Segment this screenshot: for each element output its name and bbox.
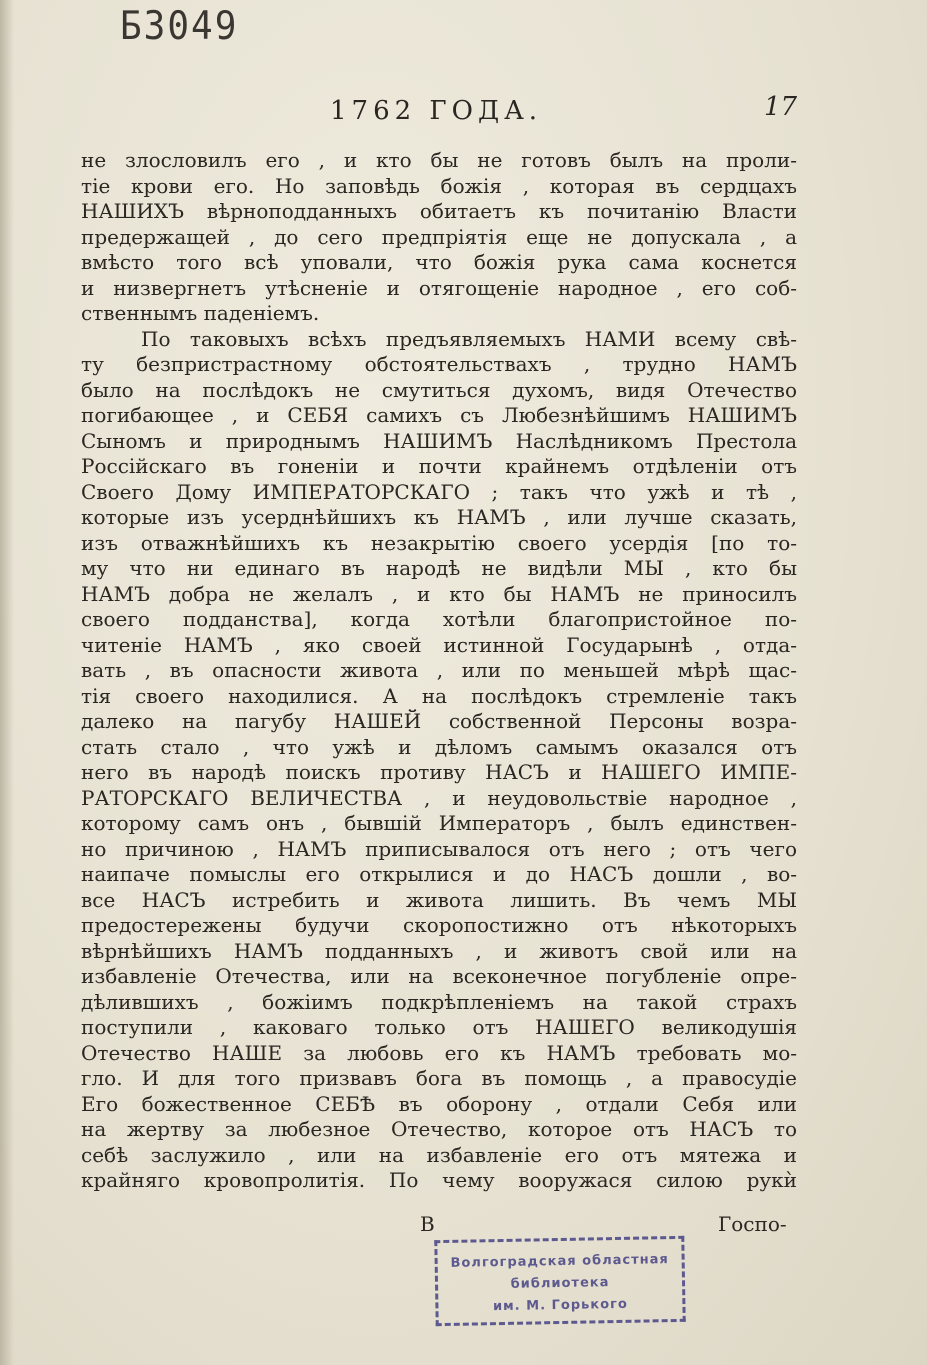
- running-head: 1762 ГОДА.: [330, 96, 543, 126]
- text-line: погибающее , и СЕБЯ самихъ съ Любезнѣйшимъ НАШИМЪ: [81, 403, 797, 427]
- text-line: наипаче помыслы его открылися и до НАСЪ дошли , во-: [81, 862, 797, 886]
- stamp-line: библиотека: [510, 1275, 610, 1292]
- text-line: предостережены будучи скоропостижно отъ нѣкоторыхъ: [81, 913, 797, 937]
- text-line: му что ни единаго въ народѣ не видѣли МЫ , кто бы: [81, 556, 797, 580]
- text-line: Россійскаго въ гоненіи и почти крайнемъ отдѣленіи отъ: [81, 454, 797, 478]
- text-line: было на послѣдокъ не смутиться духомъ, видя Отечество: [81, 377, 797, 402]
- library-stamp: [434, 1236, 685, 1326]
- text-line: РАТОРСКАГО ВЕЛИЧЕСТВА , и неудовольствіе народное ,: [81, 785, 797, 810]
- text-line: изъ отважнѣйшихъ къ незакрытію своего усердія [по то-: [81, 530, 797, 555]
- text-line: все НАСЪ истребить и живота лишить. Въ чемъ МЫ: [81, 887, 797, 912]
- text-line: тіе крови его. Но заповѣдь божія , которая въ сердцахъ: [81, 173, 797, 198]
- text-line: которому самъ онъ , бывшій Императоръ , былъ единствен-: [81, 811, 797, 835]
- text-line: ственнымъ паденіемъ.: [81, 301, 320, 325]
- text-line: и низвергнетъ утѣсненіе и отягощеніе народное , его соб-: [81, 275, 797, 300]
- text-line: предержащей , до сего предпріятія еще не допускала , а: [81, 224, 797, 249]
- text-line: себѣ заслужило , или на избавленіе его отъ мятежа и: [81, 1142, 797, 1167]
- text-line: поступили , каковаго только отъ НАШЕГО великодушія: [81, 1015, 797, 1039]
- text-line: тія своего находилися. А на послѣдокъ стремленіе такъ: [81, 683, 797, 708]
- signature-mark: В: [420, 1212, 435, 1236]
- stamp-line: Волгоградская областная: [450, 1252, 669, 1271]
- text-line: не злословилъ его , и кто бы не готовъ былъ на проли-: [81, 148, 797, 172]
- body-text: [81, 148, 797, 1194]
- stamp-line: им. М. Горького: [492, 1296, 628, 1315]
- text-line: избавленіе Отечества, или на всеконечное погубленіе опре-: [81, 964, 797, 988]
- text-line: Своего Дому ИМПЕРАТОРСКАГО ; такъ что ужѣ и тѣ ,: [81, 479, 797, 504]
- text-line: Сыномъ и природнымъ НАШИМЪ Наслѣдникомъ Престола: [81, 428, 797, 453]
- text-line: своего подданства], когда хотѣли благопристойное по-: [81, 607, 797, 631]
- text-line: на жертву за любезное Отечество, которое отъ НАСЪ то: [81, 1117, 797, 1141]
- text-line: НАШИХЪ вѣрноподданныхъ обитаетъ къ почитанію Власти: [81, 199, 797, 223]
- text-line: которые изъ усерднѣйшихъ къ НАМЪ , или лучше сказать,: [81, 505, 797, 529]
- catchword: Госпо-: [718, 1212, 787, 1236]
- text-line: стать стало , что ужѣ и дѣломъ самымъ оказался отъ: [81, 734, 797, 759]
- text-line: но причиною , НАМЪ приписывалося отъ него ; отъ чего: [81, 836, 797, 861]
- text-line: Отечество НАШЕ за любовь его къ НАМЪ требовать мо-: [81, 1040, 797, 1065]
- text-line: дѣлившихъ , божіимъ подкрѣпленіемъ на такой страхъ: [81, 989, 797, 1014]
- text-line: читеніе НАМЪ , яко своей истинной Государынѣ , отда-: [81, 632, 797, 657]
- text-line: По таковыхъ всѣхъ предъявляемыхъ НАМИ всему свѣ-: [141, 326, 797, 351]
- page-number: 17: [764, 92, 798, 122]
- text-line: НАМЪ добра не желалъ , и кто бы НАМЪ не приносилъ: [81, 581, 797, 606]
- text-line: вать , въ опасности живота , или по меньшей мѣрѣ щас-: [81, 658, 797, 682]
- text-line: вѣрнѣйшихъ НАМЪ подданныхъ , и животъ свой или на: [81, 938, 797, 963]
- text-line: ту безпристрастному обстоятельствахъ , трудно НАМЪ: [81, 352, 797, 376]
- text-line: него въ народѣ поискъ противу НАСЪ и НАШЕГО ИМПЕ-: [81, 760, 797, 784]
- text-line: Его божественное СЕБѢ въ оборону , отдали Себя или: [81, 1091, 797, 1116]
- text-line: далеко на пагубу НАШЕЙ собственной Персоны возра-: [81, 709, 797, 733]
- text-line: гло. И для того призвавъ бога въ помощь , а правосудіе: [81, 1066, 797, 1090]
- text-line: вмѣсто того всѣ уповали, что божія рука сама коснется: [81, 250, 797, 274]
- shelfmark: Б3049: [120, 3, 239, 50]
- text-line: крайняго кровопролитія. По чему вооружася силою рукѝ: [81, 1168, 797, 1192]
